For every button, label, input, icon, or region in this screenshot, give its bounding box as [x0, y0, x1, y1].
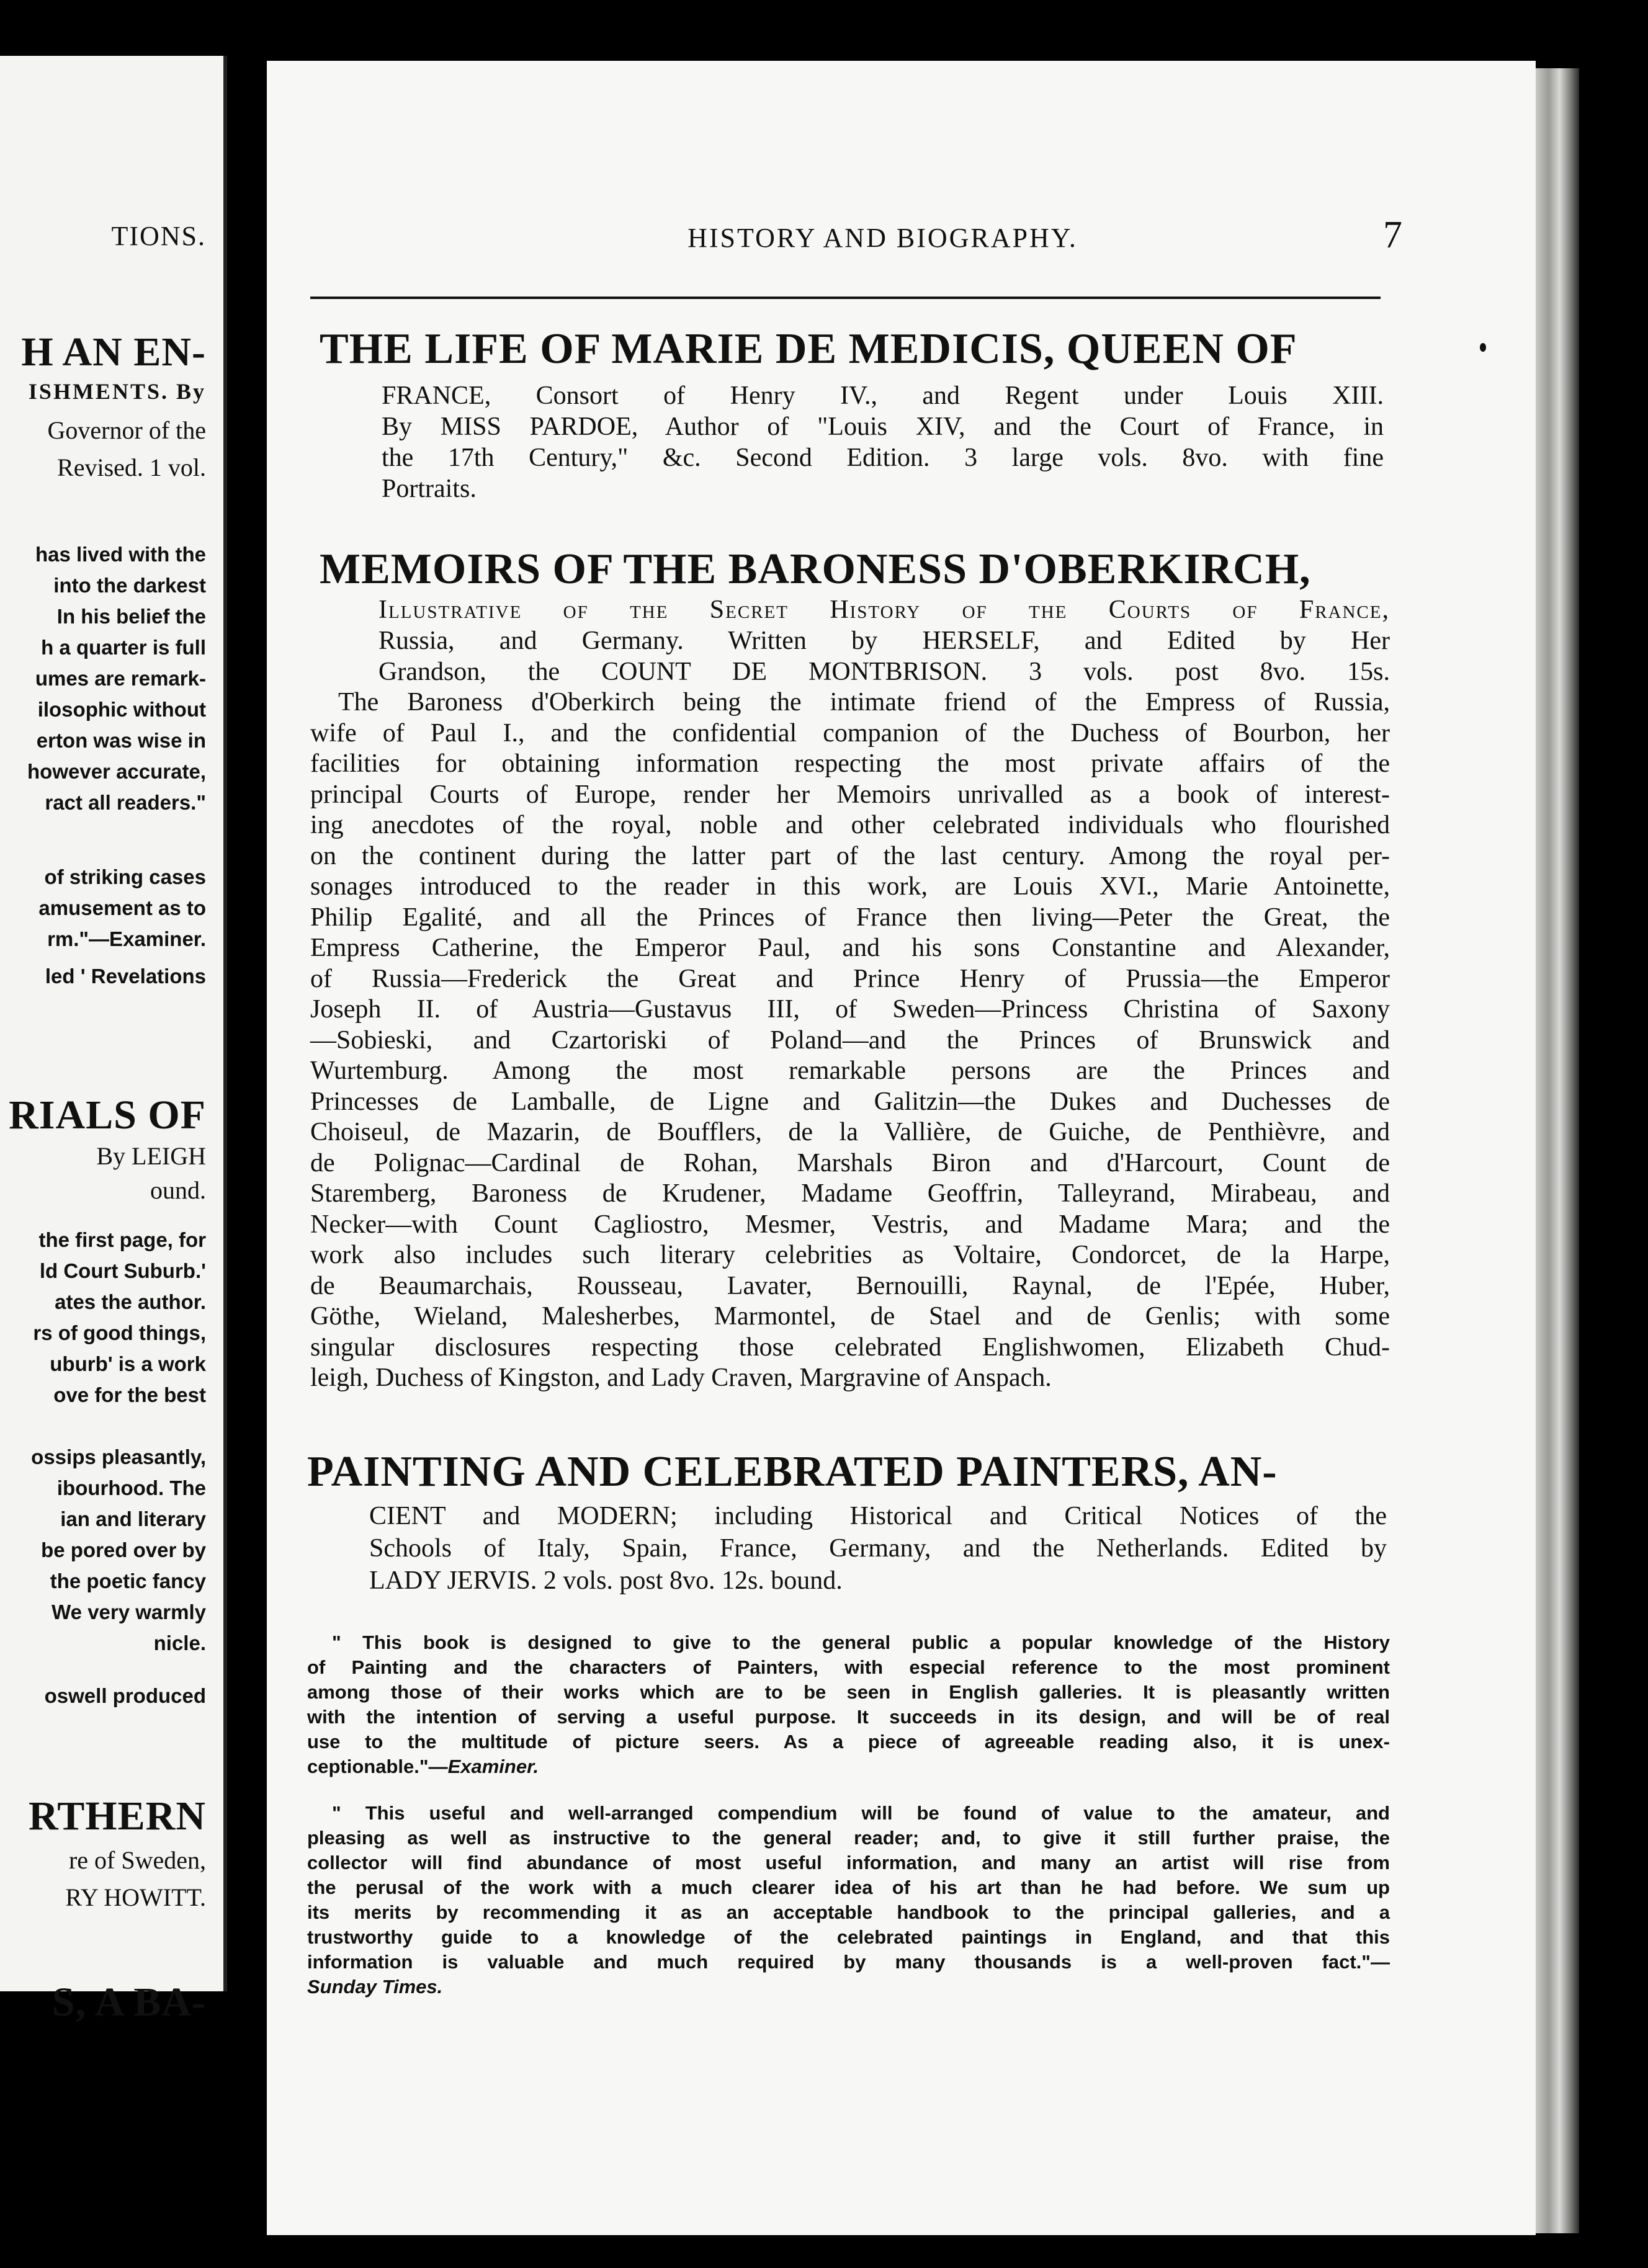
left-page-line: uburb' is a work — [50, 1352, 206, 1375]
left-page-line: Revised. 1 vol. — [57, 453, 206, 481]
description-line: Illustrative of the Secret History of the Courts of France, — [378, 596, 1390, 624]
left-page-line: nicle. — [153, 1632, 206, 1654]
description-line: Grandson, the COUNT DE MONTBRISON. 3 vols. post 8vo. 15s. — [378, 658, 1390, 686]
running-head: HISTORY AND BIOGRAPHY. — [687, 223, 1078, 253]
left-page-line: re of Sweden, — [68, 1846, 206, 1874]
left-page-line: ilosophic without — [37, 698, 206, 721]
left-page-line: umes are remark- — [35, 667, 206, 690]
quote-line: use to the multitude of picture seers. As a piece of agreeable reading also, it is unex- — [307, 1731, 1390, 1752]
left-page-line: into the darkest — [53, 574, 206, 597]
body-line: Empress Catherine, the Emperor Paul, and his sons Constantine and Alexander, — [310, 934, 1390, 962]
description-line-text: FRANCE, Consort of Henry IV., and Regent under Louis XIII. — [382, 382, 1384, 410]
body-line: sonages introduced to the reader in this work, are Louis XVI., Marie Antoinette, — [310, 872, 1390, 901]
left-running-head: TIONS. — [111, 221, 206, 251]
entry-title-painting: PAINTING AND CELEBRATED PAINTERS, AN- — [307, 1448, 1278, 1496]
quote-attribution-line — [307, 1754, 1390, 1779]
left-page-line: has lived with the — [35, 543, 206, 566]
body-line: leigh, Duchess of Kingston, and Lady Craven, Margravine of Anspach. — [310, 1364, 1052, 1392]
body-line: de Polignac—Cardinal de Rohan, Marshals Biron and d'Harcourt, Count de — [310, 1148, 1390, 1177]
left-page-line: In his belief the — [56, 605, 206, 628]
left-facing-page — [0, 56, 227, 2025]
left-page-line: h a quarter is full — [41, 636, 206, 659]
left-page-line: ian and literary — [60, 1507, 206, 1530]
entry-title-baroness-oberkirch: MEMOIRS OF THE BARONESS D'OBERKIRCH, — [320, 545, 1311, 593]
body-line: —Sobieski, and Czartoriski of Poland—and the Princes of Brunswick and — [310, 1025, 1390, 1055]
quote-line: among those of their works which are to be seen in English galleries. It is pleasantly written — [307, 1681, 1390, 1703]
quote-source: Examiner. — [447, 1756, 539, 1777]
left-page-line: ates the author. — [55, 1290, 206, 1313]
body-line: de Beaumarchais, Rousseau, Lavater, Bernouilli, Raynal, de l'Epée, Huber, — [310, 1271, 1390, 1300]
left-page-line: RTHERN — [28, 1793, 206, 1839]
quote-line: " This useful and well-arranged compendium will be found of value to the amateur, and — [332, 1802, 1390, 1824]
left-page-line: RIALS OF — [9, 1092, 206, 1138]
body-line: principal Courts of Europe, render her Memoirs unrivalled as a book of interest- — [310, 780, 1390, 809]
body-line: Choiseul, de Mazarin, de Boufflers, de la Vallière, de Guiche, de Penthièvre, and — [310, 1118, 1390, 1146]
description-line — [382, 380, 1384, 411]
body-line: work also includes such literary celebrities as Voltaire, Condorcet, de la Harpe, — [310, 1241, 1390, 1269]
body-line: Göthe, Wieland, Malesherbes, Marmontel, de Stael and de Genlis; with some — [310, 1302, 1390, 1331]
left-page-line: amusement as to — [38, 896, 206, 919]
left-page-line: erton was wise in — [36, 729, 206, 752]
body-line: ing anecdotes of the royal, noble and other celebrated individuals who flourished — [310, 811, 1390, 839]
left-page-line: ract all readers." — [45, 791, 206, 814]
left-page-line: Governor of the — [47, 416, 206, 444]
body-line: Joseph II. of Austria—Gustavus III, of Sweden—Princess Christina of Saxony — [310, 995, 1390, 1024]
entry-description-marie-de-medicis — [382, 380, 1384, 504]
left-page-line: We very warmly — [52, 1601, 206, 1623]
quote-attribution-line — [307, 1975, 1390, 1999]
entry-description-painting — [369, 1500, 1387, 1597]
left-page-line: rm."—Examiner. — [47, 927, 206, 950]
book-page — [267, 61, 1536, 2235]
quote-line: its merits by recommending it as an acceptable handbook to the principal galleries, and a — [307, 1901, 1390, 1923]
quote-source: Sunday Times. — [307, 1976, 443, 1998]
quote-line: the perusal of the work with a much clearer idea of his art than he had before. We sum up — [307, 1877, 1390, 1898]
body-line: facilities for obtaining information respecting the most private affairs of the — [310, 749, 1390, 778]
description-line: the 17th Century," &c. Second Edition. 3 large vols. 8vo. with fine — [382, 444, 1384, 472]
page-number: 7 — [1383, 214, 1402, 256]
quote-line: information is valuable and much required by many thousands is a well-proven fact."— — [307, 1951, 1390, 1973]
entry-body-baroness-oberkirch — [310, 687, 1390, 1394]
left-page-line: oswell produced — [44, 1684, 206, 1707]
body-line: Staremberg, Baroness de Krudener, Madame Geoffrin, Talleyrand, Mirabeau, and — [310, 1179, 1390, 1208]
left-page-line: ossips pleasantly, — [31, 1445, 206, 1468]
left-page-line: the poetic fancy — [50, 1569, 206, 1592]
quote-line: of Painting and the characters of Painters, with especial reference to the most prominent — [307, 1656, 1390, 1678]
ink-speck — [1480, 343, 1486, 352]
left-page-line: ove for the best — [53, 1383, 206, 1406]
left-page-line: led ' Revelations — [45, 965, 206, 988]
body-line: Philip Egalité, and all the Princes of France then living—Peter the Great, the — [310, 903, 1390, 932]
description-line: CIENT and MODERN; including Historical and Critical Notices of the — [369, 1502, 1387, 1530]
header-rule — [310, 297, 1381, 299]
body-line: wife of Paul I., and the confidential companion of the Duchess of Bourbon, her — [310, 718, 1390, 748]
quote-line: pleasing as well as instructive to the general reader; and, to give it still further praise, the — [307, 1827, 1390, 1849]
body-line: The Baroness d'Oberkirch being the intimate friend of the Empress of Russia, — [338, 688, 1390, 717]
left-page-line: ibourhood. The — [56, 1476, 206, 1499]
body-line: on the continent during the latter part of the last century. Among the royal per- — [310, 841, 1390, 870]
left-page-line: ISHMENTS. By — [28, 379, 206, 404]
quote-last-text: ceptionable."— — [307, 1756, 448, 1777]
left-page-line: of striking cases — [44, 865, 206, 888]
quote-line: trustworthy guide to a knowledge of the celebrated paintings in England, and that this — [307, 1926, 1390, 1948]
left-page-line: H AN EN- — [21, 329, 206, 375]
description-line: By MISS PARDOE, Author of "Louis XIV, and the Court of France, in — [382, 413, 1384, 441]
left-page-line: however accurate, — [27, 760, 206, 783]
body-line: of Russia—Frederick the Great and Prince Henry of Prussia—the Emperor — [310, 964, 1390, 993]
left-page-line: rs of good things, — [33, 1321, 206, 1344]
left-page-line: be pored over by — [41, 1538, 206, 1561]
description-line: LADY JERVIS. 2 vols. post 8vo. 12s. bound. — [369, 1566, 843, 1595]
review-quote-sunday-times — [307, 1801, 1390, 1999]
page-edge-stack — [1536, 68, 1579, 2233]
review-quote-examiner — [307, 1630, 1390, 1779]
quote-line: collector will find abundance of most useful information, and many an artist will rise from — [307, 1852, 1390, 1873]
left-page-line: the first page, for — [38, 1228, 206, 1251]
left-page-line: S, A BA- — [52, 1980, 206, 2025]
entry-title-marie-de-medicis: THE LIFE OF MARIE DE MEDICIS, QUEEN OF — [320, 325, 1297, 373]
left-page-line: By LEIGH — [96, 1142, 206, 1170]
left-page-line: ld Court Suburb.' — [39, 1259, 206, 1282]
body-line: Wurtemburg. Among the most remarkable persons are the Princes and — [310, 1056, 1390, 1085]
entry-description-baroness-oberkirch — [378, 594, 1390, 687]
left-page-line: ound. — [150, 1176, 206, 1204]
description-line: Russia, and Germany. Written by HERSELF, and Edited by Her — [378, 627, 1390, 655]
description-line: Portraits. — [382, 475, 477, 503]
left-page-line: RY HOWITT. — [65, 1883, 206, 1911]
body-line: singular disclosures respecting those celebrated Englishwomen, Elizabeth Chud- — [310, 1333, 1390, 1362]
description-line: Schools of Italy, Spain, France, Germany, and the Netherlands. Edited by — [369, 1534, 1387, 1563]
quote-line: " This book is designed to give to the general public a popular knowledge of the History — [332, 1632, 1390, 1653]
body-line: Necker—with Count Cagliostro, Mesmer, Vestris, and Madame Mara; and the — [310, 1210, 1390, 1239]
quote-line: with the intention of serving a useful purpose. It succeeds in its design, and will be of real — [307, 1706, 1390, 1728]
body-line: Princesses de Lamballe, de Ligne and Galitzin—the Dukes and Duchesses de — [310, 1087, 1390, 1116]
